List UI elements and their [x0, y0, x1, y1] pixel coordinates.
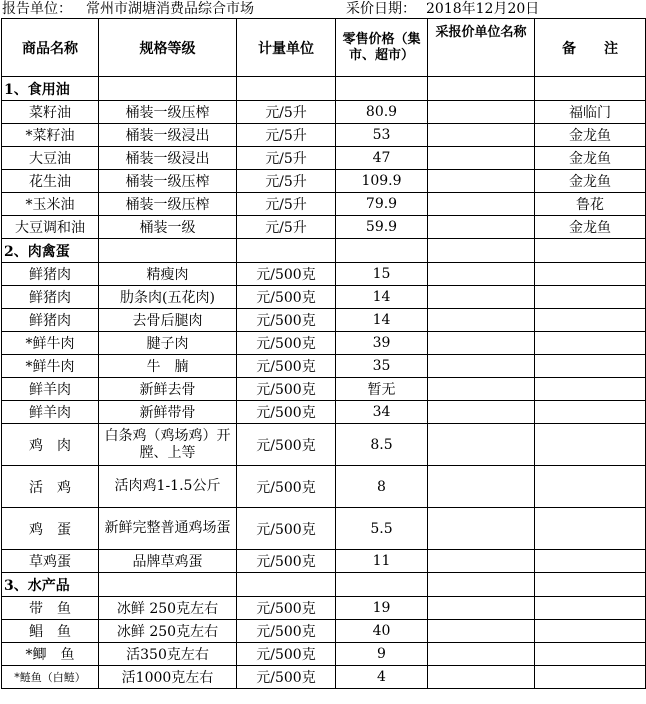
- item-note: [535, 597, 646, 620]
- empty-cell: [428, 77, 535, 101]
- empty-cell: [237, 77, 336, 101]
- table-row: [2, 216, 646, 239]
- section-row: [2, 573, 646, 597]
- collect-date-value: 2018年12月20日: [426, 1, 540, 17]
- item-spec: 精瘦肉: [99, 263, 237, 286]
- item-unit: 元/500克: [237, 378, 336, 401]
- item-price: 15: [336, 263, 428, 286]
- item-name: 鸡 蛋: [2, 508, 99, 550]
- item-price: 14: [336, 309, 428, 332]
- table-row: [2, 643, 646, 666]
- collect-date-label: 采价日期：: [346, 1, 416, 17]
- item-note: 鲁花: [535, 193, 646, 216]
- item-price: 53: [336, 124, 428, 147]
- item-reporter: [428, 378, 535, 401]
- item-price: 11: [336, 550, 428, 573]
- item-price: 19: [336, 597, 428, 620]
- table-row: [2, 620, 646, 643]
- item-price: 34: [336, 401, 428, 424]
- section-row: [2, 239, 646, 263]
- item-spec: 新鲜完整普通鸡场蛋: [99, 508, 237, 550]
- item-price: 5.5: [336, 508, 428, 550]
- item-price: 39: [336, 332, 428, 355]
- section-title: 1、食用油: [2, 77, 99, 101]
- item-reporter: [428, 643, 535, 666]
- item-unit: 元/500克: [237, 309, 336, 332]
- item-reporter: [428, 216, 535, 239]
- empty-cell: [535, 573, 646, 597]
- item-reporter: [428, 147, 535, 170]
- item-unit: 元/5升: [237, 216, 336, 239]
- empty-cell: [336, 573, 428, 597]
- col-header-spec: 规格等级: [99, 19, 237, 77]
- empty-cell: [428, 239, 535, 263]
- table-row: [2, 597, 646, 620]
- table-row: [2, 378, 646, 401]
- item-note: [535, 378, 646, 401]
- item-price: 35: [336, 355, 428, 378]
- item-note: 金龙鱼: [535, 216, 646, 239]
- item-unit: 元/500克: [237, 424, 336, 466]
- report-unit-label: 报告单位：: [2, 1, 72, 17]
- empty-cell: [99, 573, 237, 597]
- item-price: 8.5: [336, 424, 428, 466]
- item-reporter: [428, 401, 535, 424]
- item-reporter: [428, 170, 535, 193]
- section-title: 2、肉禽蛋: [2, 239, 99, 263]
- item-name: *鲜牛肉: [2, 355, 99, 378]
- table-row: [2, 286, 646, 309]
- item-reporter: [428, 666, 535, 689]
- section-row: [2, 77, 646, 101]
- empty-cell: [428, 573, 535, 597]
- col-header-reporter: 采报价单位名称: [428, 19, 535, 77]
- table-row: [2, 170, 646, 193]
- item-reporter: [428, 466, 535, 508]
- item-note: [535, 309, 646, 332]
- item-spec: 新鲜去骨: [99, 378, 237, 401]
- item-unit: 元/500克: [237, 550, 336, 573]
- item-unit: 元/5升: [237, 170, 336, 193]
- item-name: 鲜羊肉: [2, 401, 99, 424]
- item-note: [535, 401, 646, 424]
- item-spec: 白条鸡（鸡场鸡）开膛、上等: [99, 424, 237, 466]
- item-spec: 桶装一级压榨: [99, 193, 237, 216]
- item-name: 菜籽油: [2, 101, 99, 124]
- empty-cell: [99, 77, 237, 101]
- item-spec: 活肉鸡1-1.5公斤: [99, 466, 237, 508]
- item-name: 草鸡蛋: [2, 550, 99, 573]
- table-row: [2, 424, 646, 466]
- item-unit: 元/5升: [237, 147, 336, 170]
- item-spec: 桶装一级压榨: [99, 170, 237, 193]
- item-reporter: [428, 193, 535, 216]
- item-price: 4: [336, 666, 428, 689]
- item-reporter: [428, 332, 535, 355]
- item-note: [535, 355, 646, 378]
- item-name: *鲫 鱼: [2, 643, 99, 666]
- table-row: [2, 550, 646, 573]
- item-reporter: [428, 286, 535, 309]
- item-spec: 活350克左右: [99, 643, 237, 666]
- item-name: *玉米油: [2, 193, 99, 216]
- report-header: [0, 0, 646, 18]
- item-price: 79.9: [336, 193, 428, 216]
- item-price: 8: [336, 466, 428, 508]
- table-row: [2, 401, 646, 424]
- item-name: 鲜猪肉: [2, 309, 99, 332]
- item-spec: 桶装一级浸出: [99, 147, 237, 170]
- item-spec: 腱子肉: [99, 332, 237, 355]
- table-header-row: [2, 19, 646, 77]
- item-name: *鲜牛肉: [2, 332, 99, 355]
- empty-cell: [99, 239, 237, 263]
- item-spec: 冰鲜 250克左右: [99, 620, 237, 643]
- item-name: 鸡 肉: [2, 424, 99, 466]
- table-row: [2, 124, 646, 147]
- item-note: 金龙鱼: [535, 147, 646, 170]
- table-body: [2, 77, 646, 689]
- item-name: 大豆调和油: [2, 216, 99, 239]
- item-reporter: [428, 508, 535, 550]
- item-unit: 元/500克: [237, 508, 336, 550]
- item-spec: 肋条肉(五花肉): [99, 286, 237, 309]
- item-note: [535, 286, 646, 309]
- item-price: 47: [336, 147, 428, 170]
- item-spec: 新鲜带骨: [99, 401, 237, 424]
- col-header-name: 商品名称: [2, 19, 99, 77]
- item-note: 金龙鱼: [535, 124, 646, 147]
- item-name: 带 鱼: [2, 597, 99, 620]
- item-spec: 去骨后腿肉: [99, 309, 237, 332]
- item-unit: 元/500克: [237, 401, 336, 424]
- table-row: [2, 332, 646, 355]
- item-note: 福临门: [535, 101, 646, 124]
- item-spec: 桶装一级浸出: [99, 124, 237, 147]
- item-price: 9: [336, 643, 428, 666]
- item-price: 80.9: [336, 101, 428, 124]
- item-name: 鲜猪肉: [2, 263, 99, 286]
- item-spec: 桶装一级压榨: [99, 101, 237, 124]
- item-reporter: [428, 597, 535, 620]
- empty-cell: [237, 239, 336, 263]
- item-reporter: [428, 309, 535, 332]
- item-spec: 品牌草鸡蛋: [99, 550, 237, 573]
- item-name: 花生油: [2, 170, 99, 193]
- empty-cell: [535, 239, 646, 263]
- item-note: [535, 666, 646, 689]
- item-note: [535, 508, 646, 550]
- col-header-note: 备 注: [535, 19, 646, 77]
- item-reporter: [428, 550, 535, 573]
- table-row: [2, 193, 646, 216]
- table-row: [2, 309, 646, 332]
- item-unit: 元/5升: [237, 101, 336, 124]
- item-name: 大豆油: [2, 147, 99, 170]
- price-table: [1, 18, 646, 689]
- table-row: [2, 666, 646, 689]
- table-row: [2, 466, 646, 508]
- item-note: [535, 643, 646, 666]
- item-unit: 元/5升: [237, 124, 336, 147]
- item-unit: 元/500克: [237, 666, 336, 689]
- item-unit: 元/500克: [237, 355, 336, 378]
- item-note: [535, 424, 646, 466]
- item-note: [535, 466, 646, 508]
- item-name: *菜籽油: [2, 124, 99, 147]
- col-header-price: 零售价格（集市、超市）: [336, 19, 428, 77]
- item-unit: 元/500克: [237, 332, 336, 355]
- item-reporter: [428, 263, 535, 286]
- empty-cell: [336, 77, 428, 101]
- item-unit: 元/500克: [237, 263, 336, 286]
- item-spec: 牛 腩: [99, 355, 237, 378]
- item-unit: 元/500克: [237, 620, 336, 643]
- item-unit: 元/500克: [237, 286, 336, 309]
- table-row: [2, 508, 646, 550]
- item-unit: 元/500克: [237, 466, 336, 508]
- item-note: [535, 620, 646, 643]
- item-spec: 活1000克左右: [99, 666, 237, 689]
- item-note: [535, 263, 646, 286]
- item-reporter: [428, 424, 535, 466]
- table-row: [2, 101, 646, 124]
- item-unit: 元/500克: [237, 643, 336, 666]
- item-name: *鲢鱼（白鲢）: [2, 666, 99, 689]
- section-title: 3、水产品: [2, 573, 99, 597]
- table-row: [2, 355, 646, 378]
- item-note: [535, 332, 646, 355]
- item-price: 暂无: [336, 378, 428, 401]
- item-spec: 冰鲜 250克左右: [99, 597, 237, 620]
- empty-cell: [237, 573, 336, 597]
- item-note: 金龙鱼: [535, 170, 646, 193]
- item-price: 59.9: [336, 216, 428, 239]
- table-row: [2, 263, 646, 286]
- item-reporter: [428, 620, 535, 643]
- item-name: 活 鸡: [2, 466, 99, 508]
- empty-cell: [535, 77, 646, 101]
- item-price: 109.9: [336, 170, 428, 193]
- item-reporter: [428, 124, 535, 147]
- item-price: 40: [336, 620, 428, 643]
- item-reporter: [428, 101, 535, 124]
- empty-cell: [336, 239, 428, 263]
- item-name: 鲜猪肉: [2, 286, 99, 309]
- item-spec: 桶装一级: [99, 216, 237, 239]
- table-row: [2, 147, 646, 170]
- item-name: 鲜羊肉: [2, 378, 99, 401]
- item-reporter: [428, 355, 535, 378]
- col-header-unit: 计量单位: [237, 19, 336, 77]
- item-price: 14: [336, 286, 428, 309]
- item-name: 鲳 鱼: [2, 620, 99, 643]
- item-note: [535, 550, 646, 573]
- item-unit: 元/500克: [237, 597, 336, 620]
- item-unit: 元/5升: [237, 193, 336, 216]
- report-unit-name: 常州市湖塘消费品综合市场: [86, 1, 254, 17]
